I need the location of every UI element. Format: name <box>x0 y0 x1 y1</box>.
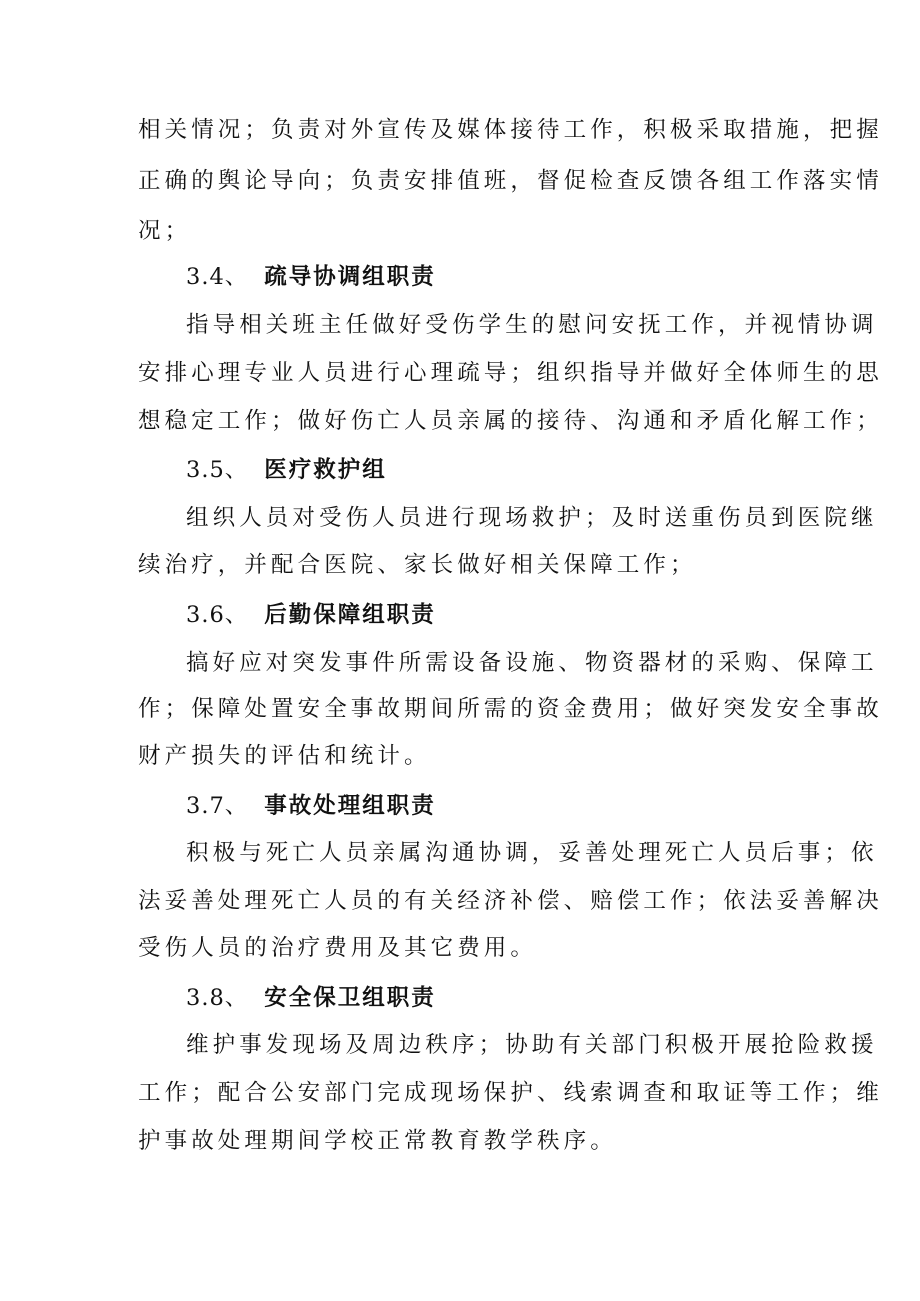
paragraph-line: 作；保障处置安全事故期间所需的资金费用；做好突发安全事故 <box>138 696 883 722</box>
paragraph-line: 维护事发现场及周边秩序；协助有关部门积极开展抢险救援 <box>186 1032 878 1058</box>
section-number: 3.6、 <box>186 602 249 628</box>
paragraph-line: 正确的舆论导向；负责安排值班，督促检查反馈各组工作落实情 <box>138 168 883 194</box>
section-number: 3.8、 <box>186 985 249 1011</box>
section-title: 后勤保障组职责 <box>264 602 436 628</box>
section-title: 安全保卫组职责 <box>264 985 436 1011</box>
paragraph-line: 组织人员对受伤人员进行现场救护；及时送重伤员到医院继 <box>186 505 878 531</box>
section-heading <box>186 983 436 1013</box>
paragraph-line: 指导相关班主任做好受伤学生的慰问安抚工作，并视情协调 <box>186 312 878 338</box>
paragraph-line: 续治疗，并配合医院、家长做好相关保障工作； <box>138 552 697 578</box>
section-heading <box>186 791 436 821</box>
section-number: 3.5、 <box>186 457 249 483</box>
paragraph-line: 法妥善处理死亡人员的有关经济补偿、赔偿工作；依法妥善解决 <box>138 888 883 914</box>
paragraph-line: 财产损失的评估和统计。 <box>138 743 431 769</box>
paragraph-line: 安排心理专业人员进行心理疏导；组织指导并做好全体师生的思 <box>138 360 883 386</box>
section-title: 事故处理组职责 <box>264 793 436 819</box>
paragraph-line: 工作；配合公安部门完成现场保护、线索调查和取证等工作；维 <box>138 1080 883 1106</box>
paragraph-line: 搞好应对突发事件所需设备设施、物资器材的采购、保障工 <box>186 650 878 676</box>
section-heading <box>186 455 387 485</box>
paragraph-line: 受伤人员的治疗费用及其它费用。 <box>138 935 538 961</box>
paragraph-line: 护事故处理期间学校正常教育教学秩序。 <box>138 1128 617 1154</box>
section-title: 医疗救护组 <box>264 457 387 483</box>
paragraph-line: 积极与死亡人员亲属沟通协调，妥善处理死亡人员后事；依 <box>186 840 878 866</box>
section-title: 疏导协调组职责 <box>264 264 436 290</box>
paragraph-line: 想稳定工作；做好伤亡人员亲属的接待、沟通和矛盾化解工作； <box>138 408 883 434</box>
section-heading <box>186 600 436 630</box>
section-number: 3.4、 <box>186 264 249 290</box>
paragraph-line: 况； <box>138 218 192 244</box>
paragraph-line: 相关情况；负责对外宣传及媒体接待工作，积极采取措施，把握 <box>138 117 883 143</box>
section-number: 3.7、 <box>186 793 249 819</box>
section-heading <box>186 262 436 292</box>
